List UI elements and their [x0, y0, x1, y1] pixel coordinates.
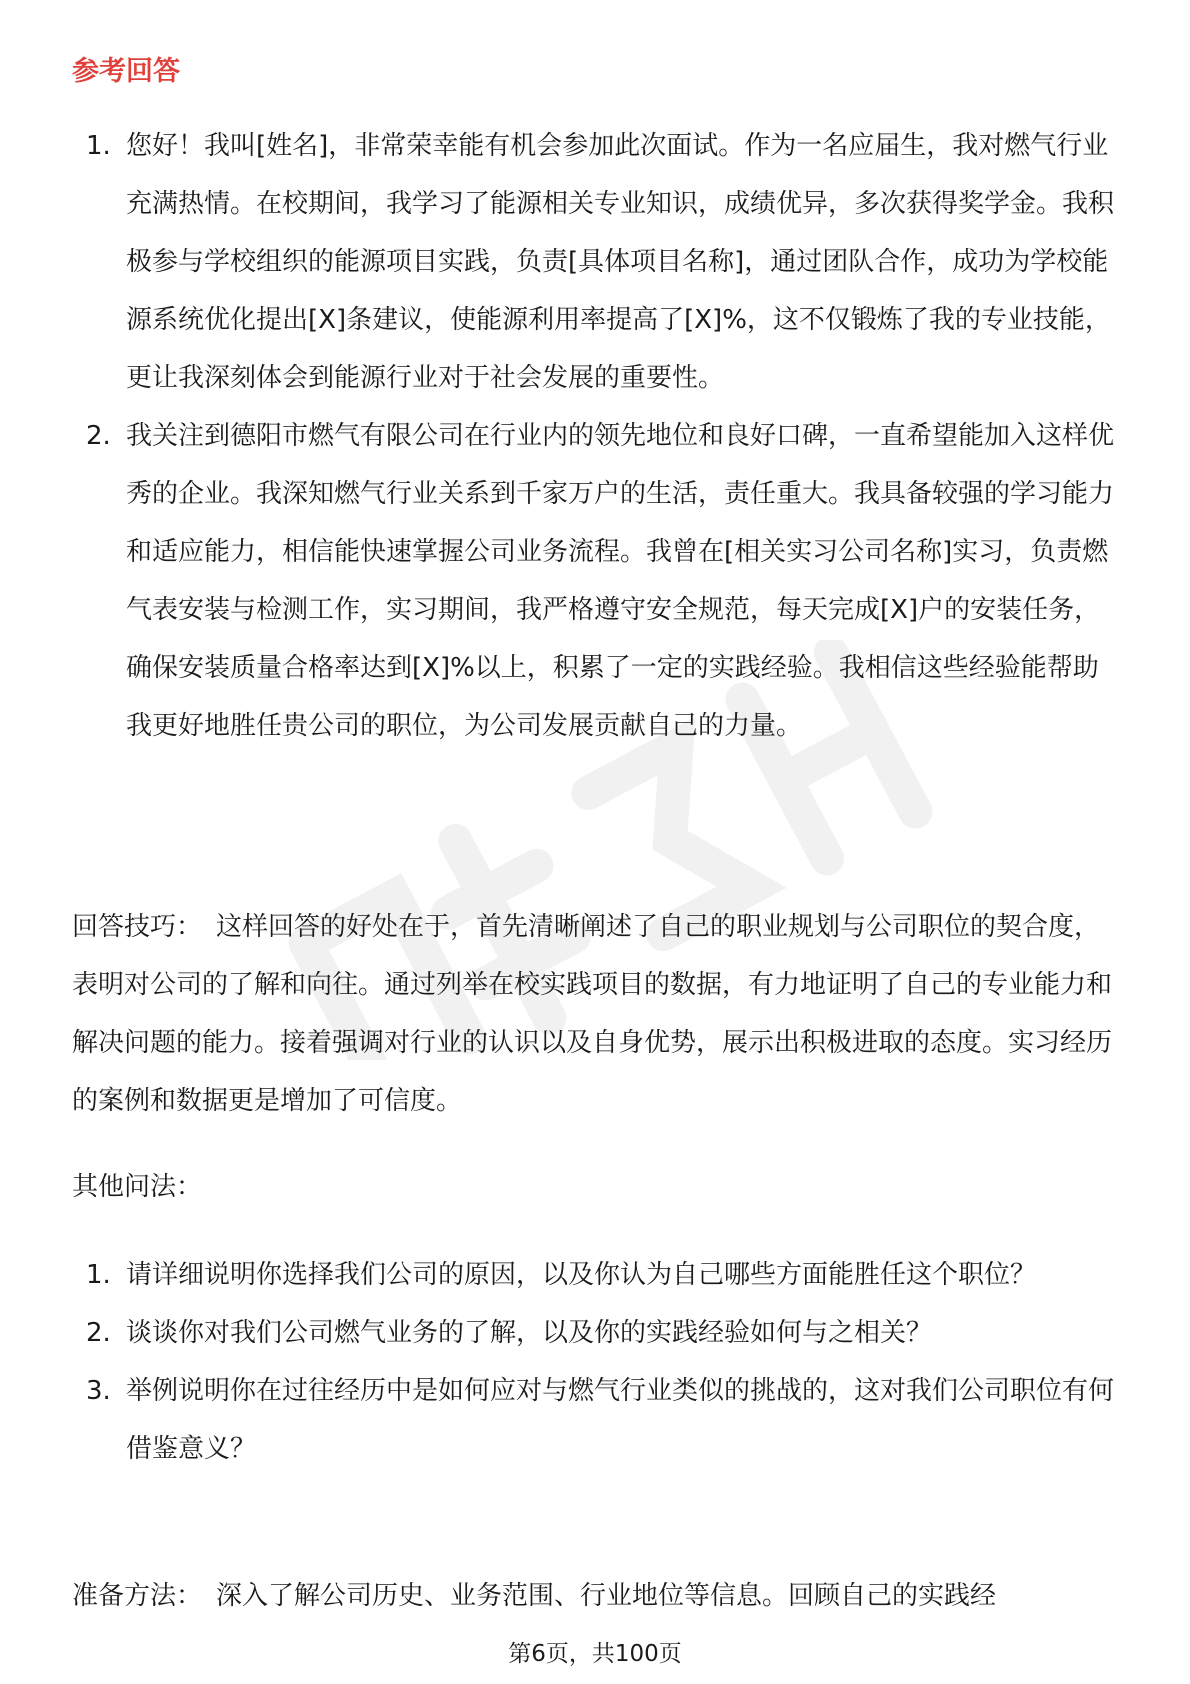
question-number: 2. [86, 1318, 111, 1348]
answer-list [72, 117, 1124, 755]
answer-item [72, 117, 1124, 407]
answer-item [72, 407, 1124, 755]
question-item [72, 1246, 1124, 1304]
answer-text: 您好！我叫[姓名]，非常荣幸能有机会参加此次面试。作为一名应届生，我对燃气行业充满热情。在校期间，我学习了能源相关专业知识，成绩优异，多次获得奖学金。我积极参与学校组织的能源项目实践，负责[具体项目名称]，通过团队合作，成功为学校能源系统优化提出[X]条建议，使能源利用率提高了[X]%，这不仅锻炼了我的专业技能，更让我深刻体会到能源行业对于社会发展的重要性。 [126, 131, 1115, 393]
page-heading: 参考回答 [72, 56, 180, 87]
answer-number: 1. [86, 131, 111, 161]
question-text: 举例说明你在过往经历中是如何应对与燃气行业类似的挑战的，这对我们公司职位有何借鉴意义？ [126, 1376, 1115, 1464]
question-text: 请详细说明你选择我们公司的原因，以及你认为自己哪些方面能胜任这个职位？ [126, 1260, 1037, 1290]
tips-text: 这样回答的好处在于，首先清晰阐述了自己的职业规划与公司职位的契合度，表明对公司的了解和向往。通过列举在校实践项目的数据，有力地证明了自己的专业能力和解决问题的能力。接着强调对行业的认识以及自身优势，展示出积极进取的态度。实习经历的案例和数据更是增加了可信度。 [72, 912, 1113, 1116]
preparation-method [72, 1567, 1124, 1625]
question-text: 谈谈你对我们公司燃气业务的了解，以及你的实践经验如何与之相关？ [126, 1318, 933, 1348]
answer-text: 我关注到德阳市燃气有限公司在行业内的领先地位和良好口碑，一直希望能加入这样优秀的企业。我深知燃气行业关系到千家万户的生活，责任重大。我具备较强的学习能力和适应能力，相信能快速掌握公司业务流程。我曾在[相关实习公司名称]实习，负责燃气表安装与检测工作，实习期间，我严格遵守安全规范，每天完成[X]户的安装任务，确保安装质量合格率达到[X]%以上，积累了一定的实践经验。我相信这些经验能帮助我更好地胜任贵公司的职位，为公司发展贡献自己的力量。 [126, 421, 1115, 741]
page-footer: 第6页，共100页 [508, 1641, 682, 1667]
other-questions-list [72, 1246, 1124, 1478]
answer-tips [72, 898, 1124, 1130]
prepare-text: 深入了解公司历史、业务范围、行业地位等信息。回顾自己的实践经 [216, 1581, 997, 1611]
question-number: 3. [86, 1376, 111, 1406]
prepare-label: 准备方法： [72, 1581, 203, 1611]
answer-number: 2. [86, 421, 111, 451]
question-item [72, 1362, 1124, 1478]
question-item [72, 1304, 1124, 1362]
other-questions-title: 其他问法： [72, 1172, 203, 1202]
question-number: 1. [86, 1260, 111, 1290]
tips-label: 回答技巧： [72, 912, 203, 942]
